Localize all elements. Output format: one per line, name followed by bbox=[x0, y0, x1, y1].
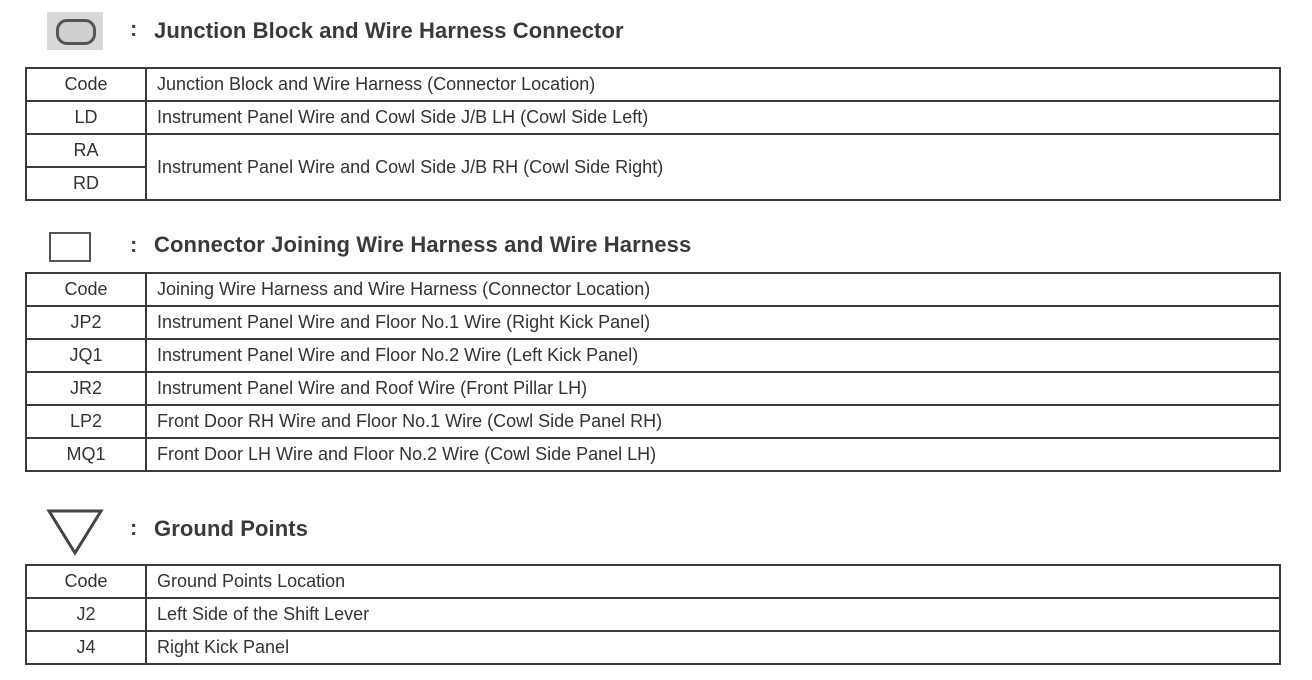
code-cell: LD bbox=[26, 101, 146, 134]
location-cell: Front Door RH Wire and Floor No.1 Wire (Cowl Side Panel RH) bbox=[146, 405, 1280, 438]
table-header-row bbox=[26, 68, 1280, 101]
code-cell: LP2 bbox=[26, 405, 146, 438]
connector-box-icon bbox=[49, 232, 91, 262]
ground-points-heading bbox=[0, 506, 1312, 546]
ground-points-table bbox=[25, 564, 1281, 665]
connector-table bbox=[25, 272, 1281, 472]
table-row bbox=[26, 306, 1280, 339]
table-row bbox=[26, 101, 1280, 134]
heading-colon: : bbox=[130, 16, 138, 41]
connector-heading bbox=[0, 226, 1312, 266]
location-cell: Front Door LH Wire and Floor No.2 Wire (Cowl Side Panel LH) bbox=[146, 438, 1280, 471]
location-cell: Instrument Panel Wire and Roof Wire (Front Pillar LH) bbox=[146, 372, 1280, 405]
code-cell: MQ1 bbox=[26, 438, 146, 471]
junction-block-icon bbox=[47, 12, 103, 50]
code-cell: JQ1 bbox=[26, 339, 146, 372]
location-header: Joining Wire Harness and Wire Harness (Connector Location) bbox=[146, 273, 1280, 306]
heading-colon: : bbox=[130, 515, 138, 540]
table-row bbox=[26, 134, 1280, 167]
section-title: Junction Block and Wire Harness Connector bbox=[154, 18, 624, 43]
code-cell: JP2 bbox=[26, 306, 146, 339]
location-header: Ground Points Location bbox=[146, 565, 1280, 598]
section-title: Connector Joining Wire Harness and Wire Harness bbox=[154, 232, 692, 257]
location-cell: Instrument Panel Wire and Cowl Side J/B RH (Cowl Side Right) bbox=[146, 134, 1280, 200]
table-header-row bbox=[26, 565, 1280, 598]
junction-block-table bbox=[25, 67, 1281, 201]
table-row bbox=[26, 372, 1280, 405]
code-cell: J2 bbox=[26, 598, 146, 631]
location-cell: Instrument Panel Wire and Cowl Side J/B LH (Cowl Side Left) bbox=[146, 101, 1280, 134]
table-row bbox=[26, 631, 1280, 664]
location-header: Junction Block and Wire Harness (Connector Location) bbox=[146, 68, 1280, 101]
section-title: Ground Points bbox=[154, 516, 309, 541]
location-cell: Right Kick Panel bbox=[146, 631, 1280, 664]
code-header: Code bbox=[26, 273, 146, 306]
location-cell: Instrument Panel Wire and Floor No.2 Wire (Left Kick Panel) bbox=[146, 339, 1280, 372]
code-cell: JR2 bbox=[26, 372, 146, 405]
code-cell: J4 bbox=[26, 631, 146, 664]
location-cell: Left Side of the Shift Lever bbox=[146, 598, 1280, 631]
table-row bbox=[26, 438, 1280, 471]
table-row bbox=[26, 339, 1280, 372]
table-row bbox=[26, 405, 1280, 438]
code-header: Code bbox=[26, 565, 146, 598]
table-row bbox=[26, 598, 1280, 631]
code-cell: RD bbox=[26, 167, 146, 200]
code-header: Code bbox=[26, 68, 146, 101]
heading-colon: : bbox=[130, 232, 138, 257]
ground-triangle-icon bbox=[46, 508, 104, 556]
junction-block-heading bbox=[0, 10, 1312, 50]
code-cell: RA bbox=[26, 134, 146, 167]
location-cell: Instrument Panel Wire and Floor No.1 Wire (Right Kick Panel) bbox=[146, 306, 1280, 339]
table-header-row bbox=[26, 273, 1280, 306]
